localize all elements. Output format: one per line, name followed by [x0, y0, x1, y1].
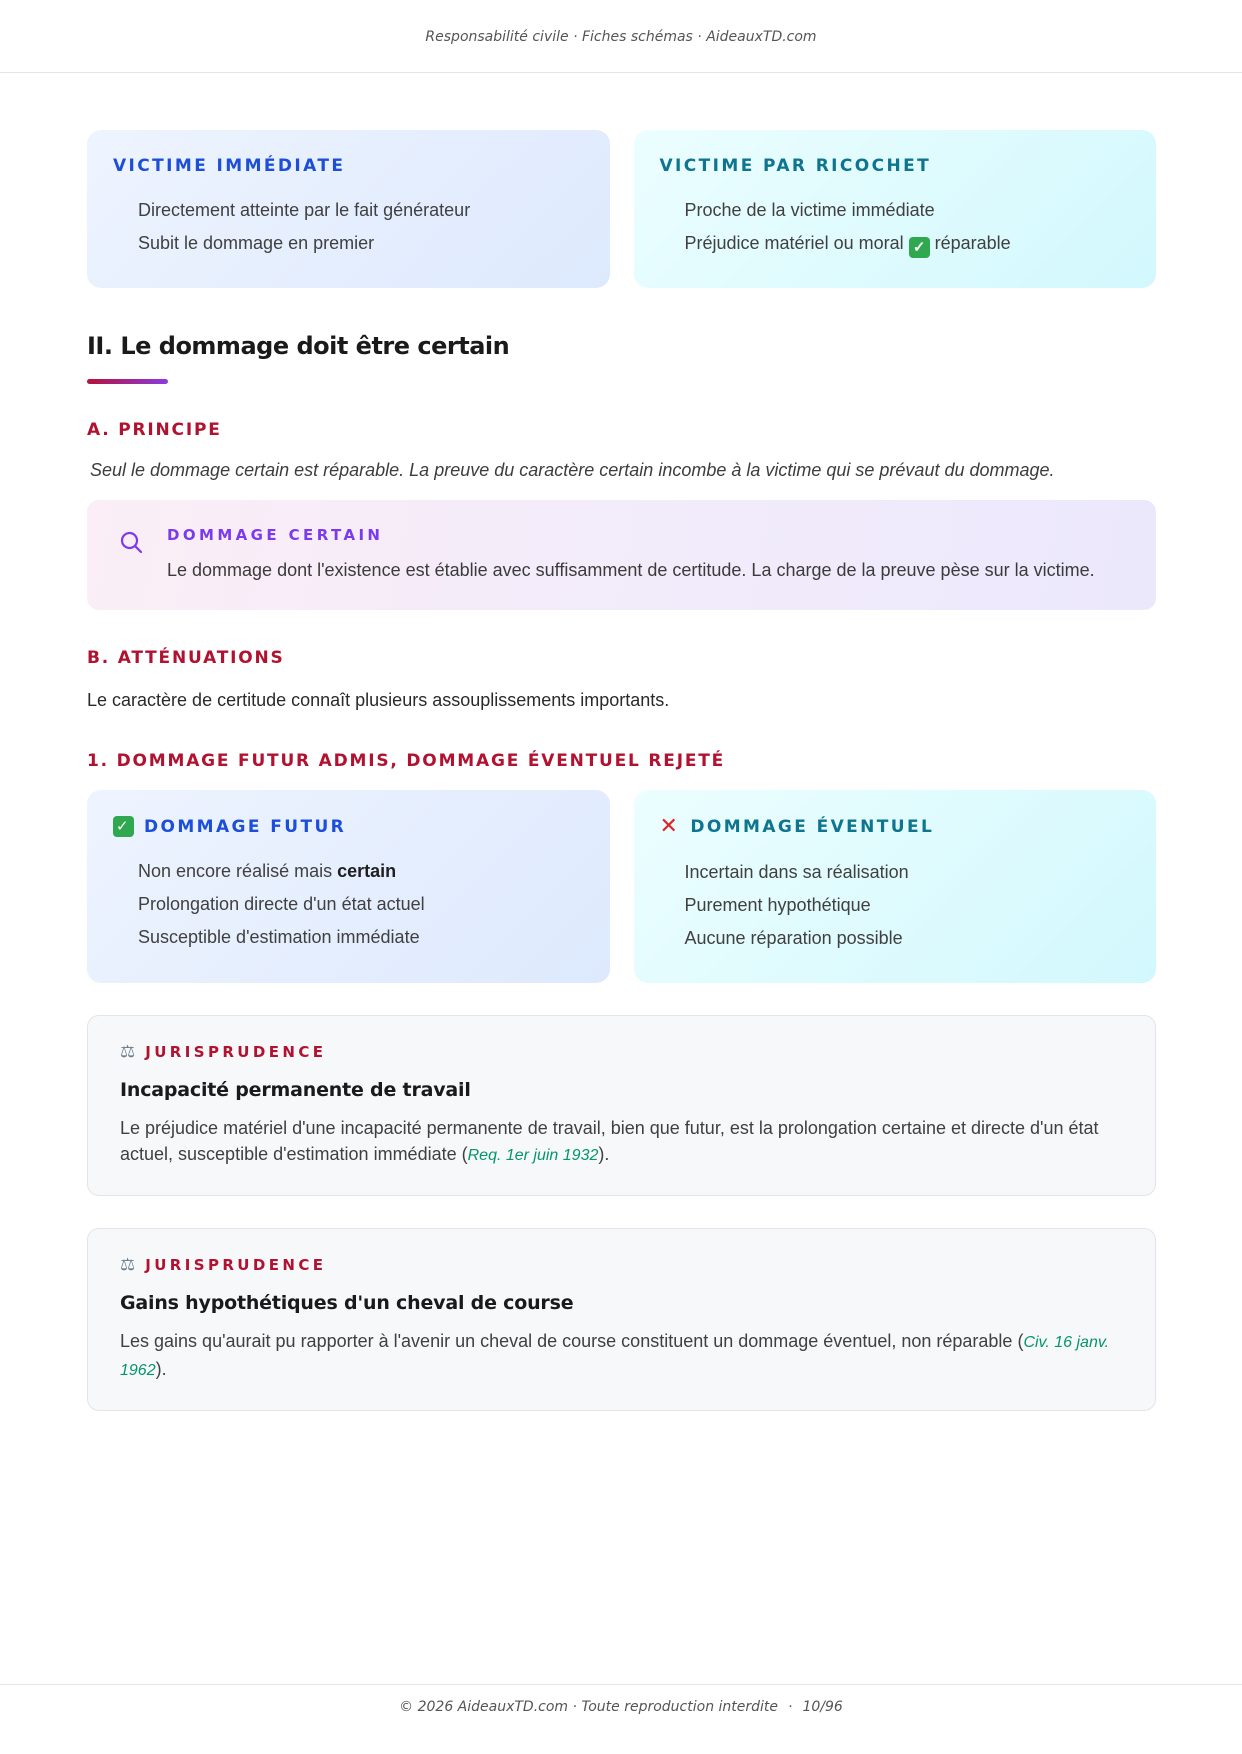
jurisprudence-title: Incapacité permanente de travail — [120, 1079, 471, 1101]
card-list — [113, 194, 584, 260]
text-body: Le préjudice matériel d'une incapacité permanente de travail, bien que futur, est la prolongation certaine et directe d'un état actuel, susceptible d'estimation immédiate ( — [120, 1118, 1099, 1164]
page-footer — [0, 1684, 1242, 1754]
jurisprudence-box — [87, 1015, 1156, 1196]
futur-eventuel-row — [87, 790, 1156, 983]
definition-box — [87, 500, 1156, 610]
card-list — [660, 856, 1131, 955]
list-item: Aucune réparation possible — [684, 928, 903, 948]
cross-mark-icon: ✕ — [659, 814, 681, 839]
page-header — [0, 0, 1242, 73]
case-reference: Req. 1er juin 1932 — [467, 1147, 599, 1164]
jurisprudence-text — [120, 1328, 1125, 1384]
card-title — [113, 816, 584, 837]
item-text: réparable — [934, 233, 1011, 253]
item-text: Non encore réalisé mais — [138, 861, 338, 881]
card-title-text: DOMMAGE ÉVENTUEL — [690, 817, 935, 837]
principe-heading: A. PRINCIPE — [87, 420, 222, 440]
card-victime-ricochet — [634, 130, 1157, 288]
case-reference: Civ. 16 janv. 1962 — [120, 1334, 1110, 1379]
jurisprudence-header — [120, 1042, 1125, 1062]
list-item — [138, 855, 584, 888]
jurisprudence-label: JURISPRUDENCE — [145, 1256, 327, 1274]
check-mark-icon: ✓ — [113, 816, 134, 837]
scales-icon: ⚖ — [120, 1042, 136, 1062]
text-end: ). — [155, 1359, 167, 1379]
jurisprudence-box — [87, 1228, 1156, 1411]
card-dommage-eventuel — [634, 790, 1157, 983]
check-mark-icon: ✓ — [909, 237, 930, 258]
page-content — [87, 130, 1156, 1411]
jurisprudence-header — [120, 1255, 1125, 1275]
text-body: Les gains qu'aurait pu rapporter à l'avenir un cheval de course constituent un dommage éventuel, non réparable ( — [120, 1331, 1024, 1351]
definition-body — [167, 526, 1095, 584]
card-list — [660, 194, 1131, 260]
principe-lead: Seul le dommage certain est réparable. La preuve du caractère certain incombe à la victime qui se prévaut du dommage. — [90, 460, 1055, 480]
list-item: Incertain dans sa réalisation — [684, 862, 909, 882]
card-dommage-futur — [87, 790, 610, 983]
card-title — [660, 816, 1131, 838]
section-underline — [87, 379, 168, 384]
definition-text: Le dommage dont l'existence est établie avec suffisamment de certitude. La charge de la preuve pèse sur la victime. — [167, 560, 1095, 580]
card-title: VICTIME PAR RICOCHET — [659, 156, 932, 176]
list-item: Subit le dommage en premier — [138, 233, 375, 253]
search-icon — [119, 530, 143, 554]
sub-heading-futur-eventuel: 1. DOMMAGE FUTUR ADMIS, DOMMAGE ÉVENTUEL REJETÉ — [87, 751, 726, 771]
attenuations-intro: Le caractère de certitude connaît plusieurs assouplissements importants. — [87, 690, 670, 710]
card-list — [113, 855, 584, 954]
card-victime-immediate — [87, 130, 610, 288]
section-title: II. Le dommage doit être certain — [87, 332, 510, 360]
list-item: Directement atteinte par le fait générateur — [138, 200, 471, 220]
list-item: Purement hypothétique — [684, 895, 871, 915]
jurisprudence-label: JURISPRUDENCE — [145, 1043, 327, 1061]
text-end: ). — [598, 1144, 610, 1164]
jurisprudence-text — [120, 1115, 1125, 1169]
item-bold: certain — [337, 861, 397, 881]
footer-separator: · — [788, 1699, 793, 1715]
attenuations-heading: B. ATTÉNUATIONS — [87, 648, 285, 668]
list-item: Susceptible d'estimation immédiate — [138, 927, 420, 947]
item-text: Préjudice matériel ou moral — [684, 233, 904, 253]
list-item: Prolongation directe d'un état actuel — [138, 894, 425, 914]
list-item — [685, 227, 1131, 260]
header-text: Responsabilité civile · Fiches schémas · AideauxTD.com — [425, 29, 817, 45]
scales-icon: ⚖ — [120, 1255, 136, 1275]
victims-row — [87, 130, 1156, 288]
page-number: 10/96 — [802, 1699, 843, 1715]
list-item: Proche de la victime immédiate — [684, 200, 935, 220]
definition-title: DOMMAGE CERTAIN — [167, 526, 384, 544]
jurisprudence-title: Gains hypothétiques d'un cheval de course — [120, 1292, 574, 1314]
card-title: VICTIME IMMÉDIATE — [113, 156, 346, 176]
card-title-text: DOMMAGE FUTUR — [144, 816, 347, 837]
footer-copyright: © 2026 AideauxTD.com · Toute reproduction interdite — [399, 1699, 779, 1715]
